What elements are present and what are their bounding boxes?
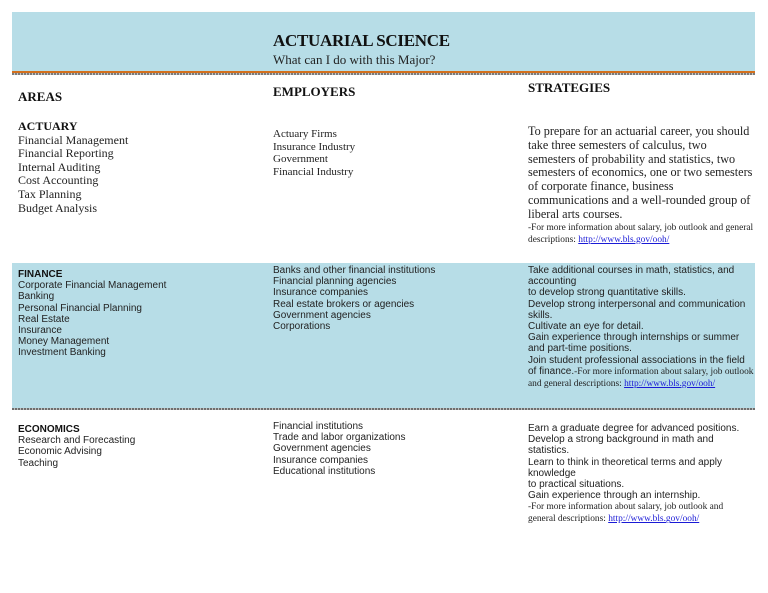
strategy-item: Earn a graduate degree for advanced positions. [528,423,740,434]
employers-finance [273,265,435,332]
area-item: Budget Analysis [18,200,98,215]
info-note [528,501,750,525]
strategy-item: Gain experience through an internship. [528,490,701,502]
employer-item: Financial planning agencies [273,276,397,288]
strategy-item: Take additional courses in math, statistics, and accounting [528,265,735,288]
page-subtitle: What can I do with this Major? [273,52,436,67]
employer-item: Trade and labor organizations [273,432,406,444]
employer-item: Corporations [273,321,331,333]
strategies-actuary [528,125,756,246]
column-header-strategies: STRATEGIES [528,80,611,95]
strategy-text: To prepare for an actuarial career, you should take three semesters of calculus, two semesters of probability and statistics, two semesters of economics, one or two semesters of corporate finance, business communications and a well-rounded group of liberal arts courses. [528,124,753,221]
area-item: Financial Management [18,132,129,147]
area-item: Real Estate [18,313,70,325]
area-title: ACTUARY [18,119,78,133]
strategy-item: Learn to think in theoretical terms and apply knowledge [528,456,722,479]
banner-dotted-rule [12,73,755,75]
employers-actuary [273,128,355,178]
area-item: Teaching [18,457,59,469]
employer-item: Government agencies [273,309,371,321]
employer-item: Actuary Firms [273,128,337,140]
strategy-item: Develop a strong background in math and statistics. [528,434,714,457]
employer-item: Real estate brokers or agencies [273,298,415,310]
employer-item: Insurance companies [273,454,369,466]
employer-item: Financial institutions [273,421,364,432]
area-item: Insurance [18,325,62,337]
area-title: ECONOMICS [18,424,80,435]
strategy-item: Join student professional associations in the field of finance. [528,354,745,377]
area-item: Financial Reporting [18,146,114,161]
info-note [528,222,756,246]
area-item: Internal Auditing [18,159,101,174]
areas-economics [18,424,135,469]
area-item: Economic Advising [18,446,102,458]
strategy-item: to practical situations. [528,479,625,491]
strategy-item: Cultivate an eye for detail. [528,321,644,333]
employer-item: Government agencies [273,443,371,455]
area-item: Corporate Financial Management [18,280,167,292]
strategy-item: Gain experience through internships or summer and part-time positions. [528,332,740,355]
info-note-text: -For more information about salary, job outlook and general descriptions: [528,502,724,525]
employer-item: Government [273,153,328,166]
employer-item: Insurance Industry [273,140,356,153]
info-note-text: -For more information about salary, job outlook and general descriptions: [528,366,754,389]
bls-link[interactable]: http://www.bls.gov/ooh/ [578,234,670,245]
area-item: Personal Financial Planning [18,302,142,314]
column-header-areas: AREAS [18,89,63,104]
area-title: FINANCE [18,269,63,280]
page-title: ACTUARIAL SCIENCE [273,31,450,50]
strategies-economics [528,423,750,525]
employer-item: Banks and other financial institutions [273,265,436,276]
strategy-item: Develop strong interpersonal and communication skills. [528,298,746,321]
employer-item: Educational institutions [273,465,376,477]
area-item: Money Management [18,336,110,348]
strategy-item: to develop strong quantitative skills. [528,287,686,299]
areas-finance [18,269,166,359]
employer-item: Financial Industry [273,165,354,178]
bls-link[interactable]: http://www.bls.gov/ooh/ [624,378,716,389]
info-note-text: -For more information about salary, job outlook and general descriptions: [528,222,754,245]
column-header-employers: EMPLOYERS [273,84,356,99]
area-item: Investment Banking [18,347,106,359]
strategies-finance [528,265,754,390]
finance-dotted-rule [12,408,755,410]
area-item: Tax Planning [18,186,82,201]
employers-economics [273,421,406,477]
area-item: Research and Forecasting [18,435,136,447]
strategy-item-with-note [528,355,754,390]
employer-item: Insurance companies [273,287,369,299]
areas-actuary [18,120,128,215]
bls-link[interactable]: http://www.bls.gov/ooh/ [608,514,700,525]
area-item: Banking [18,291,55,303]
area-item: Cost Accounting [18,173,99,188]
